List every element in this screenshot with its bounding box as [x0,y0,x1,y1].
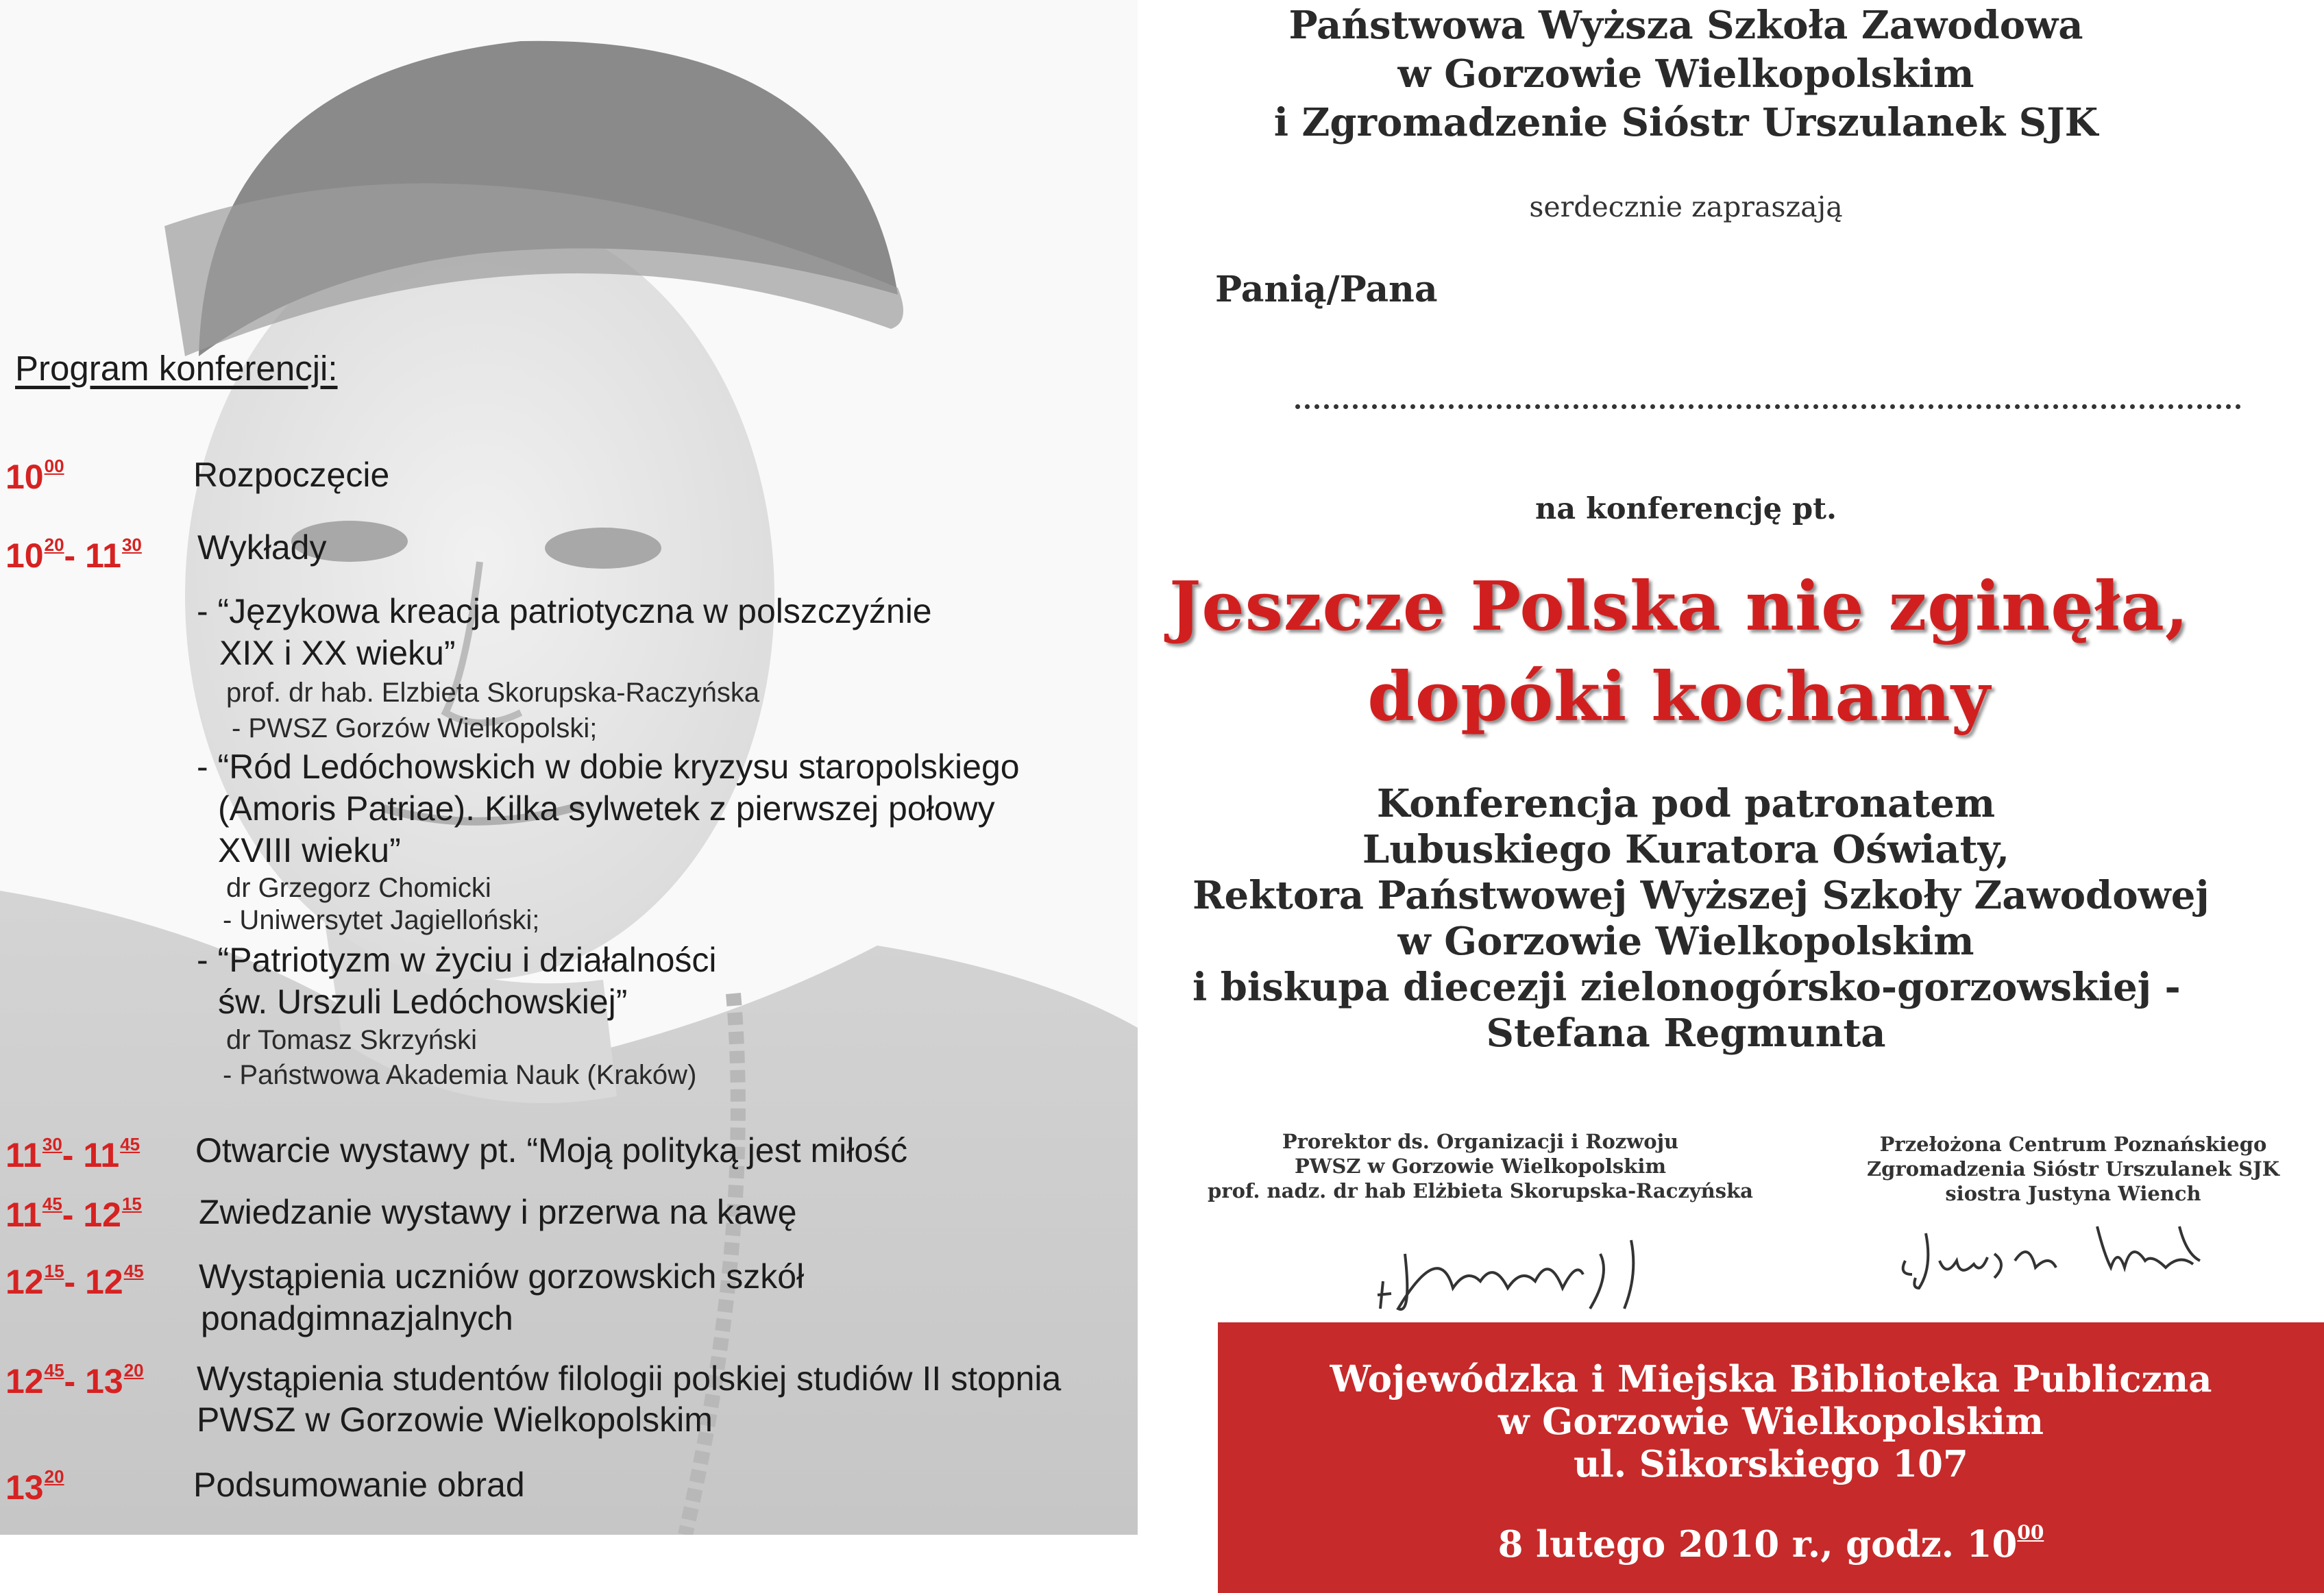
title-line: dopóki kochamy [1367,658,1991,737]
talk-speaker: prof. dr hab. Elzbieta Skorupska-Raczyńska [226,678,760,708]
agenda-item: ponadgimnazjalnych [201,1299,513,1337]
invitation-panel [1138,0,2324,1593]
time-slot: $12^{45}-$ $13^{20}$ [5,1360,144,1400]
event-date: 8 lutego 2010 r., godz. $10^{00}$ [1497,1521,2044,1566]
talk-title: św. Urszuli Ledóchowskiej” [218,983,628,1021]
patronage-line: i biskupa diecezji zielonogórsko-gorzowskiej - [1192,965,2181,1010]
talk-affiliation: - Uniwersytet Jagielloński; [223,905,540,935]
venue [1218,1358,2324,1485]
time-slot: $13^{20}$ [5,1466,64,1507]
signatory-line: siostra Justyna Wiench [1945,1182,2201,1205]
invite-text: serdecznie zapraszają [1529,190,1843,223]
agenda-item: Wystąpienia uczniów gorzowskich szkół [199,1257,805,1296]
patronage-line: Rektora Państwowej Wyższej Szkoły Zawodowej [1192,873,2210,918]
agenda-item: Otwarcie wystawy pt. “Moją polityką jest miłość [195,1131,908,1170]
signatory-right [1837,1132,2310,1206]
signatory-line: PWSZ w Gorzowie Wielkopolskim [1294,1154,1667,1178]
time-slot: $11^{45}-$ $12^{15}$ [5,1194,142,1234]
signatory-left [1199,1129,1761,1203]
organizers [1261,1,2111,147]
agenda-item: PWSZ w Gorzowie Wielkopolskim [197,1400,713,1439]
talk-affiliation: - PWSZ Gorzów Wielkopolski; [232,713,598,743]
patronage [1192,781,2210,1057]
venue-line: ul. Sikorskiego 107 [1574,1443,1968,1485]
signatory-line: Przełożona Centrum Poznańskiego [1879,1133,2267,1156]
program-panel [0,0,1138,1593]
talk-title: XVIII wieku” [218,831,401,869]
time-slot: $12^{15}-$ $12^{45}$ [5,1261,144,1301]
organizer-line: i Zgromadzenie Sióstr Urszulanek SJK [1273,100,2099,145]
talk-affiliation: - Państwowa Akademia Nauk (Kraków) [223,1060,697,1090]
signature-left [1364,1213,1652,1322]
talk-title: - “Językowa kreacja patriotyczna w polszczyźnie [197,592,932,630]
agenda-item: Podsumowanie obrad [193,1466,525,1504]
title-line: Jeszcze Polska nie zginęła, [1169,567,2189,646]
patronage-line: Stefana Regmunta [1486,1011,1886,1056]
talk-title: - “Patriotyzm w życiu i działalności [197,941,717,979]
organizer-line: Państwowa Wyższa Szkoła Zawodowa [1288,3,2083,48]
talk-title: (Amoris Patriae). Kilka sylwetek z pierwszej połowy [218,789,995,828]
time-slot: $11^{30}-$ $11^{45}$ [5,1134,140,1174]
time-slot: $10^{20}-$ $11^{30}$ [5,534,142,575]
signatory-line: Zgromadzenia Sióstr Urszulanek SJK [1867,1157,2279,1181]
time-slot: $10^{00}$ [5,456,64,496]
talk-title: - “Ród Ledóchowskich w dobie kryzysu staropolskiego [197,748,1020,786]
conference-title [1165,562,2193,743]
conference-intro: na konferencję pt. [1535,492,1837,526]
talk-title: XIX i XX wieku” [219,634,456,672]
recipient-dotted-line [1295,404,2241,409]
recipient-label: Panią/Pana [1215,269,1438,310]
talk-speaker: dr Grzegorz Chomicki [226,873,491,903]
agenda-item: Zwiedzanie wystawy i przerwa na kawę [199,1193,797,1231]
patronage-line: Konferencja pod patronatem [1376,781,1996,826]
venue-banner [1218,1322,2324,1593]
patronage-line: Lubuskiego Kuratora Oświaty, [1362,827,2010,872]
program-heading: Program konferencji: [15,349,338,388]
agenda-item: Rozpoczęcie [193,456,390,494]
patronage-line: w Gorzowie Wielkopolskim [1397,919,1974,964]
signature-right [1892,1213,2221,1295]
organizer-line: w Gorzowie Wielkopolskim [1397,51,1974,97]
agenda-item: Wykłady [197,528,327,567]
signatory-line: prof. nadz. dr hab Elżbieta Skorupska-Raczyńska [1208,1179,1753,1202]
venue-line: Wojewódzka i Miejska Biblioteka Publiczna [1330,1358,2212,1400]
venue-line: w Gorzowie Wielkopolskim [1498,1400,2044,1443]
agenda-item: Wystąpienia studentów filologii polskiej studiów II stopnia [197,1359,1062,1398]
signatory-line: Prorektor ds. Organizacji i Rozwoju [1282,1130,1679,1153]
talk-speaker: dr Tomasz Skrzyński [226,1025,478,1055]
